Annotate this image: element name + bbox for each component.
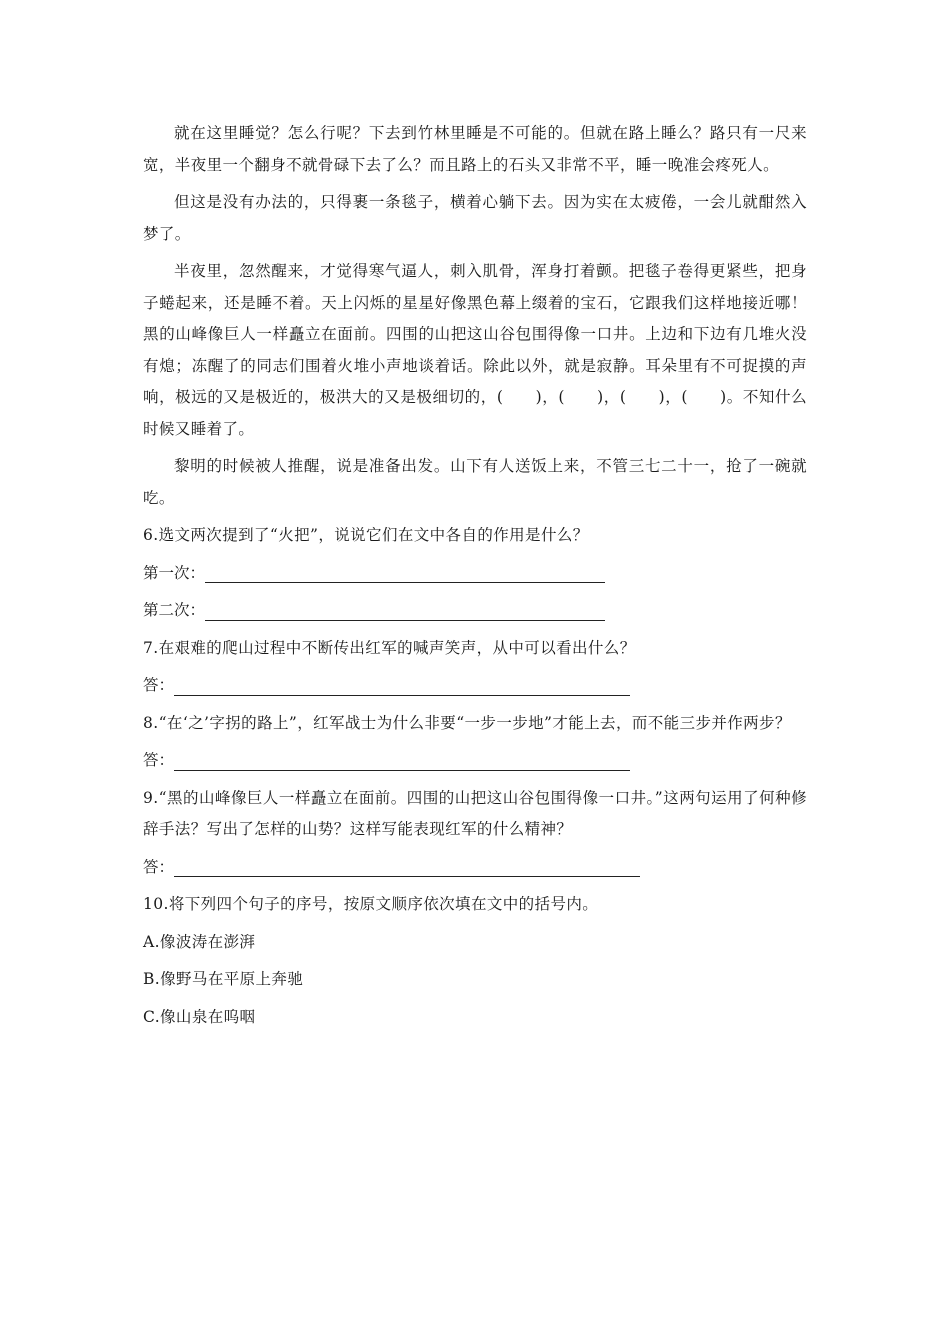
question-8: 8.“在‘之’字拐的路上”，红军战士为什么非要“一步一步地”才能上去，而不能三步并作两步？ (143, 713, 791, 732)
q6-first-answer-line[interactable] (205, 560, 605, 583)
q8-answer-label: 答： (143, 751, 175, 769)
q9-answer-row (143, 852, 807, 884)
q6-second-answer-line[interactable] (205, 598, 605, 621)
question-7: 7.在艰难的爬山过程中不断传出红军的喊声笑声，从中可以看出什么？ (143, 638, 636, 657)
q7-answer-line[interactable] (174, 673, 630, 696)
q8-answer-row (143, 745, 807, 777)
question-10: 10.将下列四个句子的序号，按原文顺序依次填在文中的括号内。 (143, 895, 599, 913)
q7-answer-row (143, 670, 807, 702)
passage-paragraph-4: 黎明的时候被人推醒，说是准备出发。山下有人送饭上来，不管三七二十一，抢了一碗就吃。 (143, 457, 807, 507)
q9-answer-label: 答： (143, 857, 175, 876)
q6-first-label: 第一次： (143, 563, 206, 582)
document-page (143, 118, 807, 1039)
passage-paragraph-3: 半夜里，忽然醒来，才觉得寒气逼人，刺入肌骨，浑身打着颤。把毯子卷得更紧些，把身子蜷起来，还是睡不着。天上闪烁的星星好像黑色幕上缀着的宝石，它跟我们这样地接近哪！黑的山峰像巨人一样矗立在面前。四围的山把这山谷包围得像一口井。上边和下边有几堆火没有熄；冻醒了的同志们围着火堆小声地谈着话。除此以外，就是寂静。耳朵里有不可捉摸的声响，极远的又是极近的，极洪大的又是极细切的，( )，( )，( )，( )。不知什么时候又睡着了。 (143, 262, 807, 438)
q10-option-a: A.像波涛在澎湃 (143, 932, 256, 951)
question-6: 6.选文两次提到了“火把”，说说它们在文中各自的作用是什么？ (143, 526, 589, 544)
q8-answer-line[interactable] (174, 748, 630, 771)
q9-answer-line[interactable] (174, 854, 640, 877)
q7-answer-label: 答： (143, 676, 175, 694)
q6-second-label: 第二次： (143, 601, 206, 619)
q10-option-b: B.像野马在平原上奔驰 (143, 970, 304, 988)
passage-paragraph-1: 就在这里睡觉？怎么行呢？下去到竹林里睡是不可能的。但就在路上睡么？路只有一尺来宽，半夜里一个翻身不就骨碌下去了么？而且路上的石头又非常不平，睡一晚准会疼死人。 (143, 124, 807, 174)
q6-first-answer-row (143, 558, 807, 590)
question-9: 9.“黑的山峰像巨人一样矗立在面前。四围的山把这山谷包围得像一口井。”这两句运用了何种修辞手法？写出了怎样的山势？这样写能表现红军的什么精神？ (143, 788, 807, 838)
passage-paragraph-2: 但这是没有办法的，只得裹一条毯子，横着心躺下去。因为实在太疲倦，一会儿就酣然入梦了。 (143, 193, 807, 243)
q10-option-c: C.像山泉在呜咽 (143, 1007, 256, 1026)
q6-second-answer-row (143, 595, 807, 627)
